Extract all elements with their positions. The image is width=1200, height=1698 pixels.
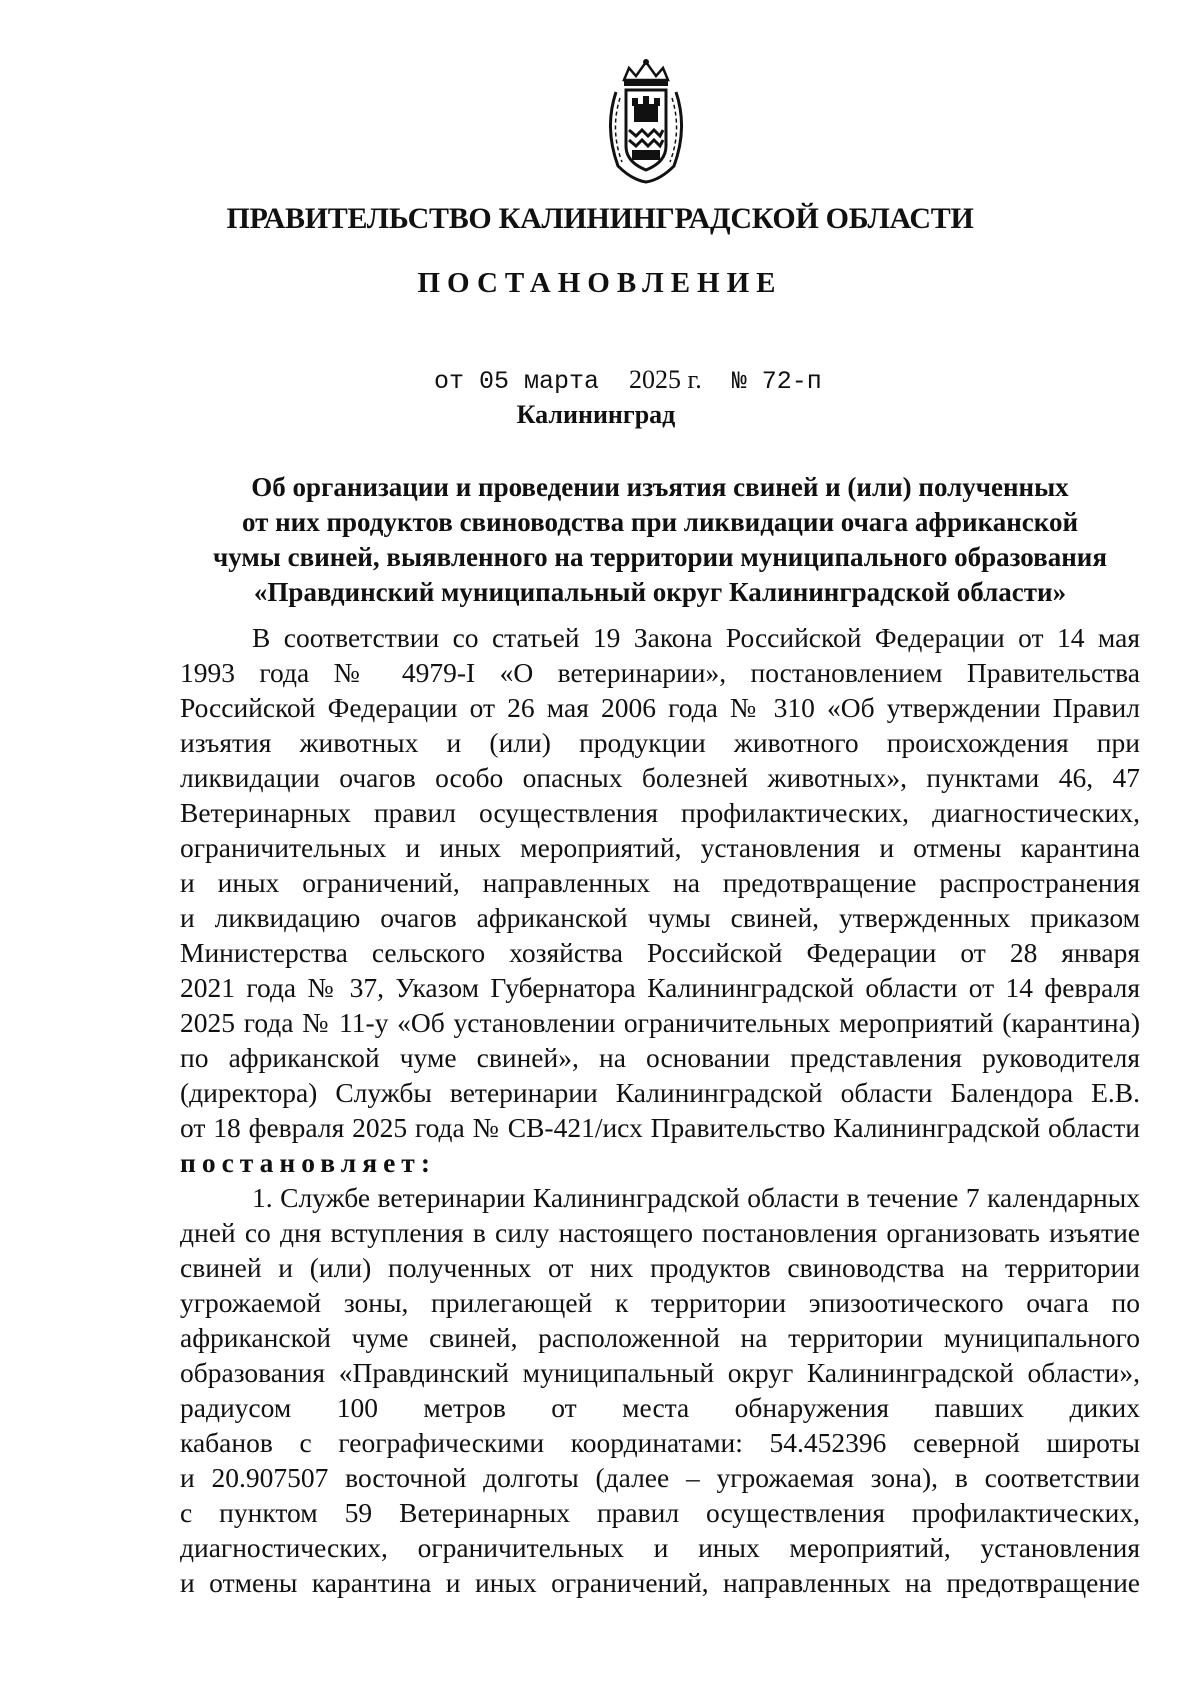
text-line: Российской Федерации от 26 мая 2006 года № 310 «Об утверждении Правил (180, 692, 1140, 723)
text-line: и иных ограничений, направленных на предотвращение распространения (180, 867, 1140, 898)
text-line: диагностических, ограничительных и иных мероприятий, установления (180, 1532, 1140, 1563)
text-line: дней со дня вступления в силу настоящего постановления организовать изъятие (180, 1217, 1140, 1248)
text-line: с пунктом 59 Ветеринарных правил осуществления профилактических, (180, 1497, 1140, 1528)
text-line: ограничительных и иных мероприятий, установления и отмены карантина (180, 832, 1140, 863)
government-name: ПРАВИТЕЛЬСТВО КАЛИНИНГРАДСКОЙ ОБЛАСТИ (226, 202, 974, 235)
text-line: от 18 февраля 2025 года № СВ-421/исх Правительство Калининградской области (180, 1112, 1140, 1143)
text-line: и 20.907507 восточной долготы (далее – угрожаемая зона), в соответствии (180, 1462, 1140, 1493)
text-line: радиусом 100 метров от места обнаружения павших диких (180, 1392, 1140, 1423)
document-city: Калининград (516, 400, 676, 429)
document-date: от 05 марта (434, 367, 600, 396)
text-line: по африканской чуме свиней», на основании представления руководителя (180, 1042, 1140, 1073)
title-line: «Правдинский муниципальный округ Калининградской области» (253, 577, 1067, 607)
text-line: В соответствии со статьей 19 Закона Российской Федерации от 14 мая (252, 622, 1140, 653)
title-line: Об организации и проведении изъятия свиней и (или) полученных (251, 472, 1069, 502)
text-line: ликвидации очагов особо опасных болезней животных», пунктами 46, 47 (180, 762, 1140, 793)
coat-of-arms-icon (596, 58, 696, 184)
document-number: № 72-п (731, 367, 822, 396)
text-line: 2021 года № 37, Указом Губернатора Калининградской области от 14 февраля (180, 972, 1140, 1003)
resolves-word: постановляет: (180, 1147, 436, 1178)
title-line: чумы свиней, выявленного на территории муниципального образования (213, 542, 1107, 572)
title-line: от них продуктов свиноводства при ликвидации очага африканской (241, 507, 1079, 537)
text-line: Ветеринарных правил осуществления профилактических, диагностических, (180, 797, 1140, 828)
text-line: изъятия животных и (или) продукции животного происхождения при (180, 727, 1140, 758)
text-line: 1993 года № 4979-I «О ветеринарии», постановлением Правительства (180, 657, 1140, 688)
document-date-number (434, 365, 822, 396)
document-year: 2025 г. (629, 365, 702, 394)
text-line: образования «Правдинский муниципальный округ Калининградской области», (180, 1357, 1140, 1388)
document-title (180, 470, 1140, 610)
text-line: (директора) Службы ветеринарии Калининградской области Балендора Е.В. (180, 1077, 1140, 1108)
text-line: 2025 года № 11-у «Об установлении ограничительных мероприятий (карантина) (180, 1007, 1140, 1038)
text-line: африканской чуме свиней, расположенной на территории муниципального (180, 1322, 1140, 1353)
text-line: 1. Службе ветеринарии Калининградской области в течение 7 календарных (252, 1182, 1140, 1213)
preamble-paragraph (180, 620, 1140, 1180)
text-line: Министерства сельского хозяйства Российской Федерации от 28 января (180, 937, 1140, 968)
text-line: кабанов с географическими координатами: 54.452396 северной широты (180, 1427, 1140, 1458)
text-line: свиней и (или) полученных от них продуктов свиноводства на территории (180, 1252, 1140, 1283)
item-1-paragraph (180, 1180, 1140, 1600)
text-line: и отмены карантина и иных ограничений, направленных на предотвращение (180, 1567, 1140, 1598)
text-line: угрожаемой зоны, прилегающей к территории эпизоотического очага по (180, 1287, 1140, 1318)
document-type: ПОСТАНОВЛЕНИЕ (417, 267, 783, 299)
text-line: и ликвидацию очагов африканской чумы свиней, утвержденных приказом (180, 902, 1140, 933)
